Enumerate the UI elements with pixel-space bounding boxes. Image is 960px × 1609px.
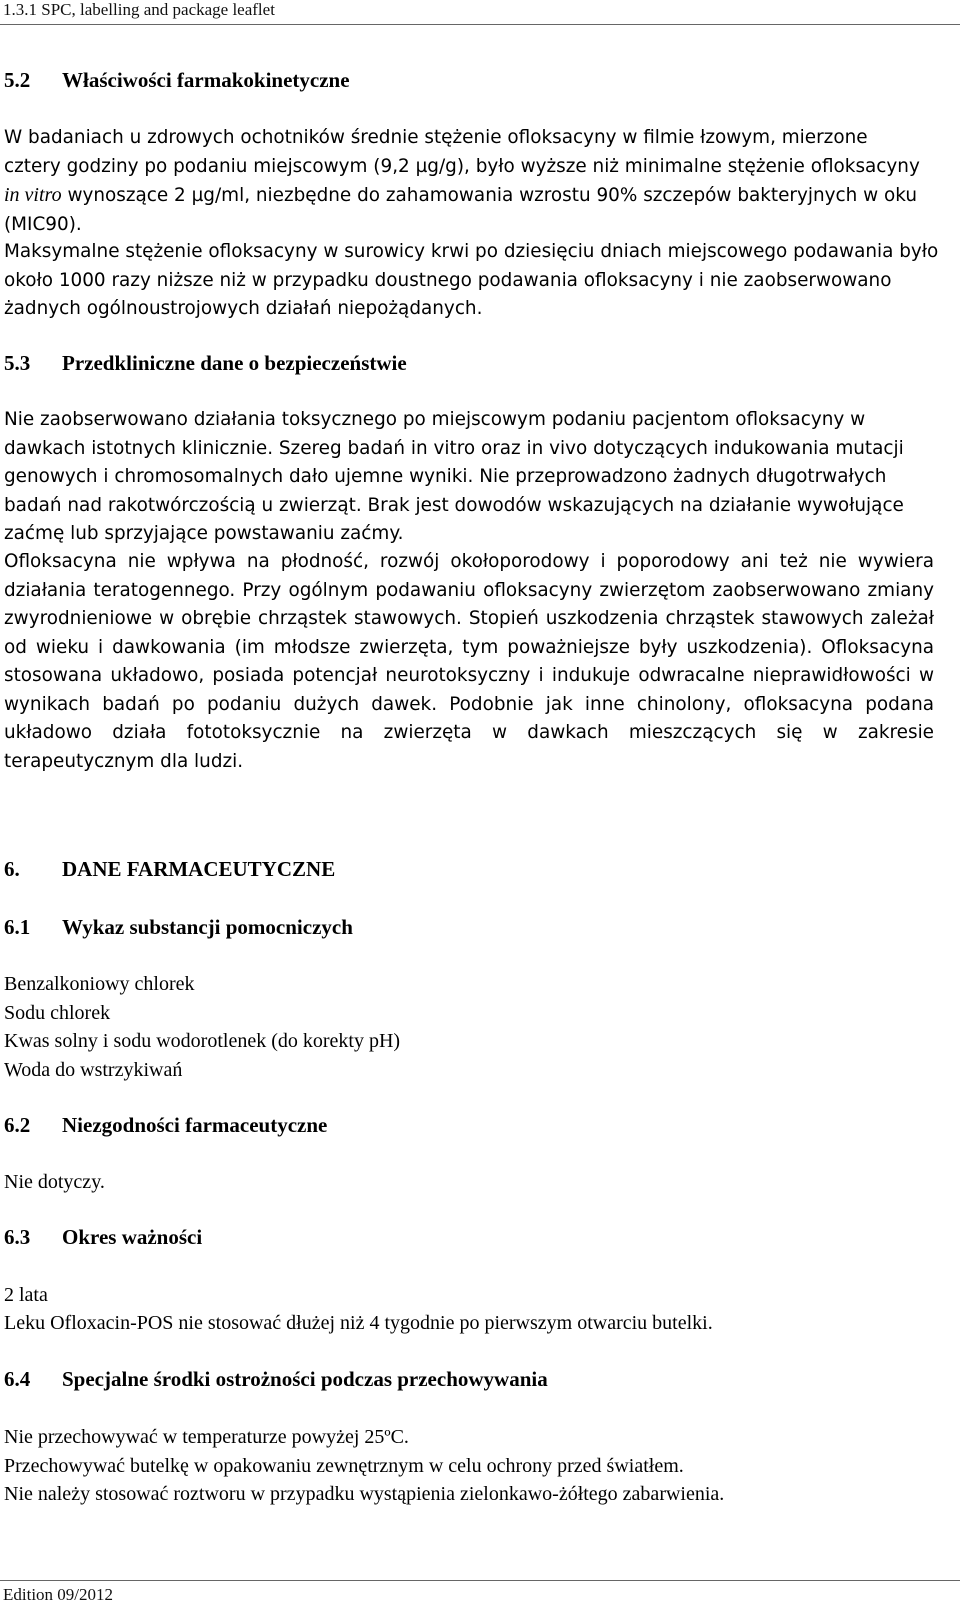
- section-6-4-heading: [4, 1367, 936, 1392]
- header-divider: [0, 24, 960, 25]
- section-6-2-heading: [4, 1113, 936, 1138]
- list-item: Nie przechowywać w temperaturze powyżej 25ºC.: [4, 1426, 409, 1448]
- section-6-3-heading: [4, 1225, 936, 1250]
- paragraph-text: wynoszące 2 µg/ml, niezbędne do zahamowania wzrostu 90% szczepów bakteryjnych w oku (MIC90).: [4, 185, 918, 235]
- section-title: Właściwości farmakokinetyczne: [62, 68, 350, 92]
- shelf-life-after-opening: Leku Ofloxacin-POS nie stosować dłużej niż 4 tygodnie po pierwszym otwarciu butelki.: [4, 1312, 713, 1334]
- section-title: Przedkliniczne dane o bezpieczeństwie: [62, 351, 407, 375]
- section-number: 5.2: [4, 68, 31, 92]
- section-5-2-paragraph-1: [4, 124, 922, 239]
- section-5-3-paragraph-1: Nie zaobserwowano działania toksycznego po miejscowym podaniu pacjentom ofloksacyny w dawkach istotnych klinicznie. Szereg badań in vitro oraz in vivo dotyczących indukowania mutacji genowych i chromosomalnych dało ujemne wyniki. Nie przeprowadzono żadnych długotrwałych badań nad rakotwórczością u zwierząt. Brak jest dowodów wskazujących na działanie wywołujące zaćmę lub sprzyjające powstawaniu zaćmy.: [4, 409, 904, 544]
- section-title: Okres ważności: [62, 1225, 203, 1249]
- incompatibilities-text: Nie dotyczy.: [4, 1171, 105, 1193]
- section-number: 6.4: [4, 1367, 31, 1391]
- section-6-heading: [4, 857, 936, 882]
- section-5-3-paragraph-2: Ofloksacyna nie wpływa na płodność, rozwój okołoporodowy i poporodowy ani też nie wywiera działania teratogennego. Przy ogólnym podawaniu ofloksacyny zwierzętom zaobserwowano zmiany zwyrodnieniowe w obrębie chrząstek stawowych. Stopień uszkodzenia chrząstek stawowych zależał od wieku i dawkowania (im młodsze zwierzęta, tym poważniejsze były uszkodzenia). Ofloksacyna stosowana układowo, posiada potencjał neurotoksyczny i indukuje odwracalne nieprawidłowości w wynikach badań po podaniu dużych dawek. Podobnie jak inne chinolony, ofloksacyna podana układowo działa fototoksycznie na zwierzęta w dawkach mieszczących się w zakresie terapeutycznym dla ludzi.: [4, 551, 934, 772]
- section-number: 6.1: [4, 915, 31, 939]
- section-title: Specjalne środki ostrożności podczas przechowywania: [62, 1367, 548, 1391]
- list-item: Kwas solny i sodu wodorotlenek (do korekty pH): [4, 1030, 401, 1052]
- excipients-list: [4, 970, 936, 1084]
- list-item: Przechowywać butelkę w opakowaniu zewnętrznym w celu ochrony przed światłem.: [4, 1454, 684, 1477]
- paragraph-text: W badaniach u zdrowych ochotników średnie stężenie ofloksacyny w filmie łzowym, mierzone cztery godziny po podaniu miejscowym (9,2 µg/g), było wyższe niż minimalne stężenie ofloksacyny: [4, 127, 920, 177]
- section-number: 6.2: [4, 1113, 31, 1137]
- section-6-1-heading: [4, 915, 936, 940]
- section-number: 5.3: [4, 351, 31, 375]
- italic-term: in vitro: [4, 184, 62, 206]
- page-footer: Edition 09/2012: [3, 1585, 114, 1604]
- storage-instructions: [4, 1423, 936, 1509]
- list-item: Benzalkoniowy chlorek: [4, 973, 195, 995]
- list-item: Woda do wstrzykiwań: [4, 1058, 183, 1081]
- list-item: Nie należy stosować roztworu w przypadku wystąpienia zielonkawo-żółtego zabarwienia.: [4, 1483, 725, 1505]
- shelf-life-text: 2 lata: [4, 1284, 48, 1306]
- section-5-2-heading: [4, 68, 936, 93]
- page-header: 1.3.1 SPC, labelling and package leaflet: [3, 0, 275, 19]
- section-5-3-heading: [4, 351, 936, 376]
- section-title: Niezgodności farmaceutyczne: [62, 1113, 328, 1137]
- footer-divider: [0, 1580, 960, 1581]
- section-title: DANE FARMACEUTYCZNE: [62, 857, 336, 881]
- list-item: Sodu chlorek: [4, 1001, 111, 1024]
- section-number: 6.: [4, 857, 20, 881]
- section-number: 6.3: [4, 1225, 31, 1249]
- section-5-2-paragraph-2: Maksymalne stężenie ofloksacyny w surowicy krwi po dziesięciu dniach miejscowego podawania było około 1000 razy niższe niż w przypadku doustnego podawania ofloksacyny i nie zaobserwowano żadnych ogólnoustrojowych działań niepożądanych.: [4, 241, 939, 319]
- section-title: Wykaz substancji pomocniczych: [62, 915, 353, 939]
